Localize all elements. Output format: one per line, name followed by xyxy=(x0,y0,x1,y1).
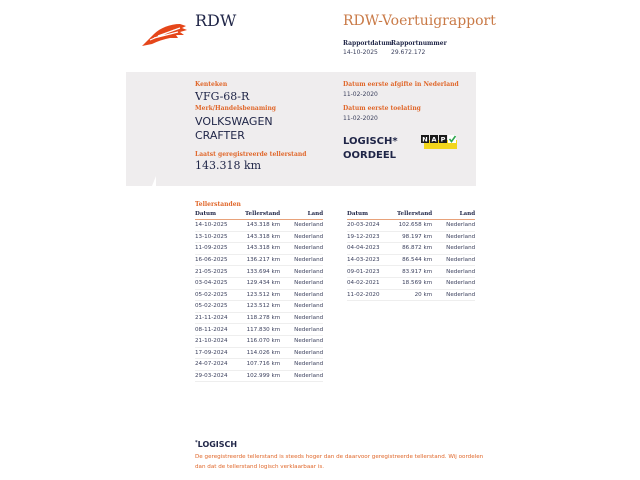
cell-land: Nederland xyxy=(432,289,475,301)
cell-tellerstand: 118.278 km xyxy=(245,312,280,324)
cell-land: Nederland xyxy=(432,266,475,278)
nap-letter-a: A xyxy=(431,135,437,144)
cell-land: Nederland xyxy=(432,220,475,232)
cell-tellerstand: 136.217 km xyxy=(245,254,280,266)
cell-datum: 21-11-2024 xyxy=(195,312,245,324)
table-row xyxy=(195,254,323,266)
table-row xyxy=(195,335,323,347)
table-body-left xyxy=(195,220,323,382)
cell-tellerstand: 102.658 km xyxy=(397,220,432,232)
rapportnummer-value: 29.672.172 xyxy=(391,49,426,56)
oordeel-line2: OORDEEL xyxy=(343,150,397,161)
rapportdatum-value: 14-10-2025 xyxy=(343,49,378,56)
kenteken-value: VFG-68-R xyxy=(195,90,250,103)
tellerstand-value: 143.318 km xyxy=(195,159,262,172)
footer-title xyxy=(195,440,237,449)
cell-datum: 04-04-2023 xyxy=(347,243,397,255)
cell-land: Nederland xyxy=(280,220,323,232)
cell-land: Nederland xyxy=(280,301,323,313)
cell-land: Nederland xyxy=(280,370,323,382)
cell-land: Nederland xyxy=(280,289,323,301)
table-row xyxy=(195,243,323,255)
table-body-right xyxy=(347,220,475,301)
cell-land: Nederland xyxy=(280,324,323,336)
footer-explanation: De geregistreerde tellerstand is steeds hoger dan de daarvoor geregistreerde tellerstand. Wij oordelen dan dat de tellerstand logisch verklaarbaar is. xyxy=(195,454,484,470)
vehicle-summary-panel xyxy=(126,72,476,186)
merk-label: Merk/Handelsbenaming xyxy=(195,105,277,112)
cell-datum: 29-03-2024 xyxy=(195,370,245,382)
toelating-label: Datum eerste toelating xyxy=(343,105,421,112)
cell-tellerstand: 129.434 km xyxy=(245,277,280,289)
cell-datum: 11-02-2020 xyxy=(347,289,397,301)
table-header-row xyxy=(195,209,323,220)
table-row xyxy=(195,266,323,278)
oordeel-badge xyxy=(343,135,398,163)
cell-tellerstand: 114.026 km xyxy=(245,347,280,359)
table-row xyxy=(347,231,475,243)
cell-land: Nederland xyxy=(280,266,323,278)
table-row xyxy=(195,347,323,359)
cell-tellerstand: 116.070 km xyxy=(245,335,280,347)
cell-datum: 05-02-2025 xyxy=(195,289,245,301)
table-row xyxy=(195,220,323,232)
cell-datum: 14-03-2023 xyxy=(347,254,397,266)
cell-land: Nederland xyxy=(280,243,323,255)
table-row xyxy=(195,231,323,243)
table-header-row xyxy=(347,209,475,220)
cell-tellerstand: 102.999 km xyxy=(245,370,280,382)
toelating-value: 11-02-2020 xyxy=(343,115,378,122)
cell-datum: 05-02-2025 xyxy=(195,301,245,313)
cell-datum: 04-02-2021 xyxy=(347,277,397,289)
table-row xyxy=(195,324,323,336)
kenteken-label: Kenteken xyxy=(195,81,228,88)
cell-land: Nederland xyxy=(280,359,323,371)
cell-datum: 21-10-2024 xyxy=(195,335,245,347)
cell-land: Nederland xyxy=(432,277,475,289)
report-title: RDW-Voertuigrapport xyxy=(343,13,496,29)
table-row xyxy=(195,289,323,301)
cell-datum: 03-04-2025 xyxy=(195,277,245,289)
table-row xyxy=(195,359,323,371)
cell-datum: 09-01-2023 xyxy=(347,266,397,278)
cell-datum: 17-09-2024 xyxy=(195,347,245,359)
cell-datum: 08-11-2024 xyxy=(195,324,245,336)
tellerstand-label: Laatst geregistreerde tellerstand xyxy=(195,151,307,158)
column-header-land: Land xyxy=(432,209,475,220)
cell-datum: 14-10-2025 xyxy=(195,220,245,232)
table-row xyxy=(347,243,475,255)
cell-land: Nederland xyxy=(432,231,475,243)
table-row xyxy=(195,312,323,324)
cell-datum: 11-09-2025 xyxy=(195,243,245,255)
column-header-tellerstand: Tellerstand xyxy=(245,209,280,220)
cell-tellerstand: 20 km xyxy=(397,289,432,301)
cell-tellerstand: 123.512 km xyxy=(245,301,280,313)
cell-land: Nederland xyxy=(432,254,475,266)
table-row xyxy=(347,220,475,232)
cell-tellerstand: 143.318 km xyxy=(245,243,280,255)
cell-datum: 13-10-2025 xyxy=(195,231,245,243)
column-header-land: Land xyxy=(280,209,323,220)
tellerstanden-table-left xyxy=(195,209,323,382)
panel-corner-cut xyxy=(126,176,156,188)
rdw-logo-icon xyxy=(140,20,190,48)
table-row xyxy=(347,289,475,301)
cell-tellerstand: 117.830 km xyxy=(245,324,280,336)
column-header-tellerstand: Tellerstand xyxy=(397,209,432,220)
rapportdatum-label: Rapportdatum xyxy=(343,40,392,47)
cell-datum: 16-06-2025 xyxy=(195,254,245,266)
cell-tellerstand: 143.318 km xyxy=(245,220,280,232)
table-row xyxy=(195,370,323,382)
cell-tellerstand: 83.917 km xyxy=(397,266,432,278)
footer-title-text: LOGISCH xyxy=(197,440,238,449)
cell-land: Nederland xyxy=(280,277,323,289)
cell-tellerstand: 86.872 km xyxy=(397,243,432,255)
nap-logo-icon xyxy=(421,135,457,149)
table-row xyxy=(347,277,475,289)
column-header-datum: Datum xyxy=(195,209,245,220)
afgifte-label: Datum eerste afgifte in Nederland xyxy=(343,81,459,88)
cell-tellerstand: 133.694 km xyxy=(245,266,280,278)
cell-land: Nederland xyxy=(280,347,323,359)
cell-land: Nederland xyxy=(280,312,323,324)
nap-letter-p: P xyxy=(440,135,446,144)
table-row xyxy=(195,277,323,289)
nap-letter-n: N xyxy=(422,135,428,144)
tellerstanden-title: Tellerstanden xyxy=(195,201,241,208)
cell-tellerstand: 143.318 km xyxy=(245,231,280,243)
cell-datum: 21-05-2025 xyxy=(195,266,245,278)
cell-tellerstand: 123.512 km xyxy=(245,289,280,301)
cell-land: Nederland xyxy=(280,254,323,266)
rapportnummer-label: Rapportnummer xyxy=(391,40,447,47)
cell-tellerstand: 18.569 km xyxy=(397,277,432,289)
cell-datum: 20-03-2024 xyxy=(347,220,397,232)
cell-land: Nederland xyxy=(280,231,323,243)
footer-title-star: * xyxy=(195,440,198,446)
column-header-datum: Datum xyxy=(347,209,397,220)
oordeel-line1: LOGISCH* xyxy=(343,136,398,147)
merk-value-line1: VOLKSWAGEN xyxy=(195,115,273,128)
cell-tellerstand: 86.544 km xyxy=(397,254,432,266)
cell-datum: 19-12-2023 xyxy=(347,231,397,243)
cell-tellerstand: 98.197 km xyxy=(397,231,432,243)
table-row xyxy=(347,266,475,278)
afgifte-value: 11-02-2020 xyxy=(343,91,378,98)
cell-land: Nederland xyxy=(432,243,475,255)
table-row xyxy=(347,254,475,266)
brand-name: RDW xyxy=(195,11,237,30)
tellerstanden-table-right xyxy=(347,209,475,301)
cell-land: Nederland xyxy=(280,335,323,347)
merk-value-line2: CRAFTER xyxy=(195,129,245,142)
cell-datum: 24-07-2024 xyxy=(195,359,245,371)
table-row xyxy=(195,301,323,313)
cell-tellerstand: 107.716 km xyxy=(245,359,280,371)
